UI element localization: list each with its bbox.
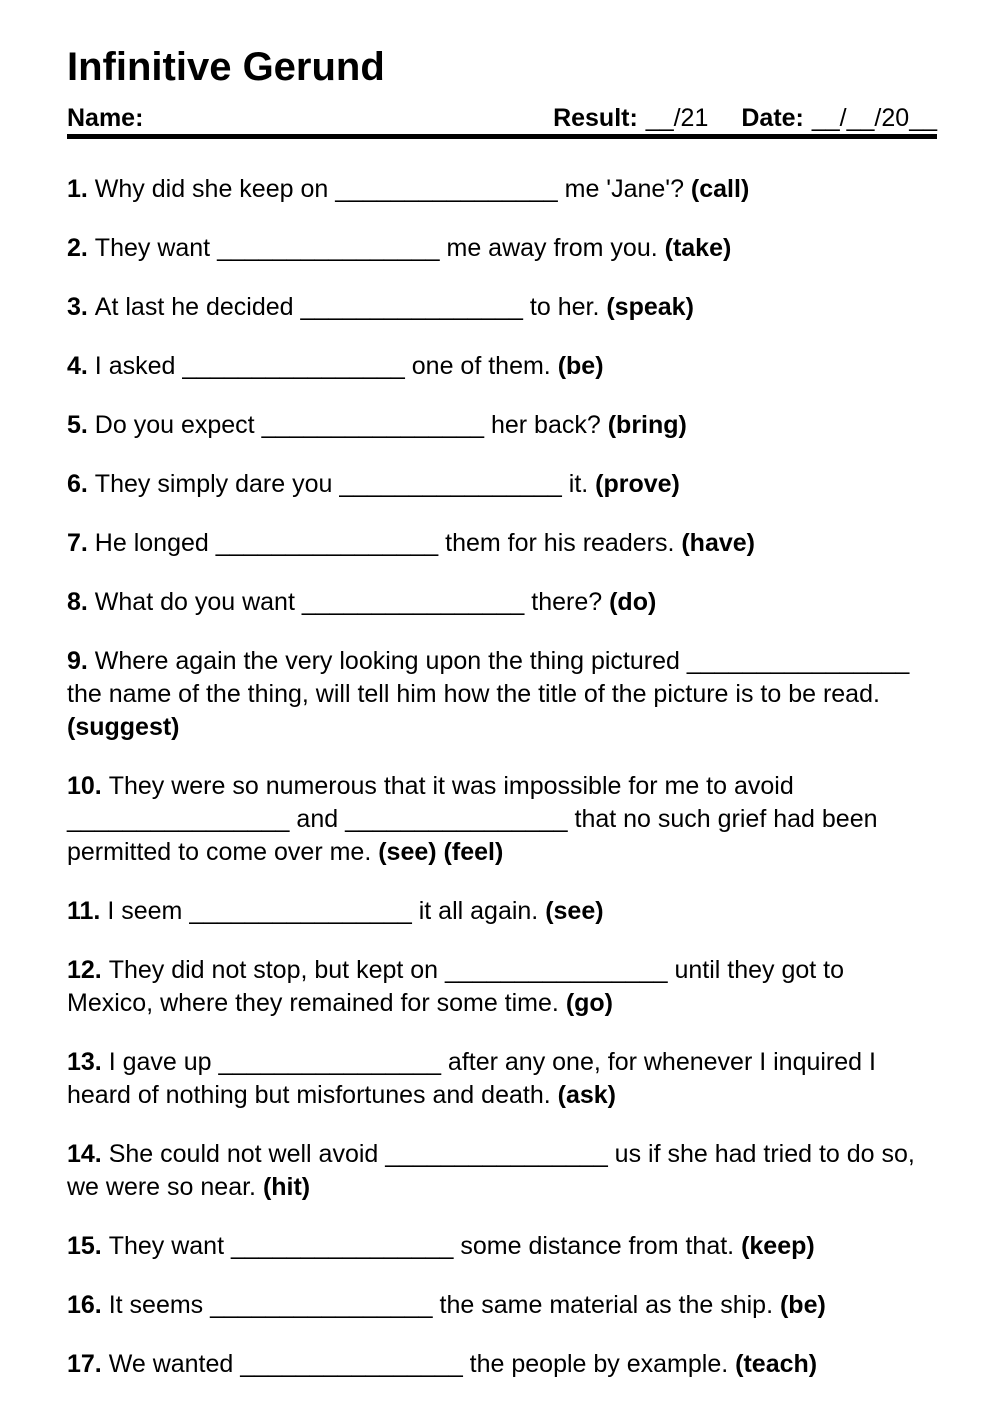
answer-blank: ________________ [67, 805, 290, 833]
question-item [67, 954, 937, 1020]
question-number: 7. [67, 529, 95, 557]
question-item [67, 173, 937, 206]
question-number: 4. [67, 352, 95, 380]
result-field [553, 106, 708, 130]
question-text: we were so near. [67, 1173, 263, 1201]
question-item [67, 1230, 937, 1263]
question-text: I seem [107, 897, 190, 925]
answer-blank: ________________ [210, 1291, 433, 1319]
question-text: the same material as the ship. [432, 1291, 780, 1319]
question-text: At last he decided [94, 293, 301, 321]
question-item [67, 586, 937, 619]
question-item [67, 232, 937, 265]
question-text: some distance from that. [453, 1232, 742, 1260]
question-text: permitted to come over me. [67, 838, 379, 866]
question-text: them for his readers. [438, 529, 682, 557]
verb-hint: (keep) [741, 1232, 815, 1260]
question-text: I gave up [108, 1048, 219, 1076]
question-text: heard of nothing but misfortunes and death. [67, 1081, 558, 1109]
question-text: it all again. [411, 897, 546, 925]
question-item [67, 350, 937, 383]
answer-blank: ________________ [335, 175, 558, 203]
question-item [67, 645, 937, 744]
answer-blank: ________________ [182, 352, 405, 380]
name-label: Name: [67, 104, 144, 132]
verb-hint: (ask) [557, 1081, 616, 1109]
question-text: He longed [94, 529, 216, 557]
answer-blank: ________________ [217, 234, 440, 262]
question-text: What do you want [94, 588, 302, 616]
answer-blank: ________________ [189, 897, 412, 925]
answer-blank: ________________ [686, 647, 910, 675]
question-item [67, 1046, 937, 1112]
answer-blank: ________________ [345, 805, 568, 833]
question-item [67, 527, 937, 560]
question-number: 6. [67, 470, 95, 498]
question-text: there? [524, 588, 610, 616]
question-text: Do you expect [94, 411, 262, 439]
header-meta-row [67, 106, 937, 139]
date-field [741, 106, 937, 130]
question-text: They did not stop, but kept on [108, 956, 446, 984]
verb-hint: (be) [557, 352, 604, 380]
answer-blank: ________________ [339, 470, 562, 498]
verb-hint: (call) [690, 175, 750, 203]
verb-hint: (see) (feel) [378, 838, 504, 866]
verb-hint: (have) [681, 529, 755, 557]
question-number: 16. [67, 1291, 109, 1319]
verb-hint: (prove) [595, 470, 680, 498]
question-text: I asked [94, 352, 183, 380]
result-value: __/21 [645, 104, 709, 132]
question-item [67, 895, 937, 928]
question-text: the people by example. [462, 1350, 736, 1378]
question-text: me 'Jane'? [557, 175, 691, 203]
answer-blank: ________________ [261, 411, 485, 439]
question-number: 11. [67, 897, 108, 925]
date-value: __/__/20__ [811, 104, 937, 132]
question-text: It seems [108, 1291, 211, 1319]
question-number: 9. [67, 647, 95, 675]
question-item [67, 770, 937, 869]
question-text: They want [108, 1232, 231, 1260]
question-text: They simply dare you [94, 470, 340, 498]
question-number: 5. [67, 411, 95, 439]
question-number: 8. [67, 588, 95, 616]
question-number: 2. [67, 234, 95, 262]
question-text: They were so numerous that it was impossible for me to avoid [108, 772, 794, 800]
verb-hint: (bring) [607, 411, 687, 439]
answer-blank: ________________ [240, 1350, 463, 1378]
verb-hint: (do) [609, 588, 657, 616]
question-number: 13. [67, 1048, 109, 1076]
question-text: one of them. [404, 352, 558, 380]
question-text: me away from you. [439, 234, 665, 262]
verb-hint: (suggest) [67, 713, 180, 741]
question-text: that no such grief had been [567, 805, 878, 833]
question-number: 10. [67, 772, 109, 800]
verb-hint: (take) [664, 234, 732, 262]
question-text: They want [94, 234, 218, 262]
question-item [67, 291, 937, 324]
name-field-label [67, 106, 553, 130]
verb-hint: (go) [565, 989, 614, 1017]
question-text: Why did she keep on [94, 175, 336, 203]
question-list [67, 173, 937, 1381]
question-text: to her. [522, 293, 607, 321]
question-text: Mexico, where they remained for some time. [67, 989, 566, 1017]
answer-blank: ________________ [230, 1232, 454, 1260]
question-number: 12. [67, 956, 109, 984]
verb-hint: (speak) [606, 293, 694, 321]
question-item [67, 409, 937, 442]
question-number: 3. [67, 293, 95, 321]
question-item [67, 1289, 937, 1322]
verb-hint: (hit) [262, 1173, 311, 1201]
question-item [67, 1348, 937, 1381]
answer-blank: ________________ [300, 293, 523, 321]
question-text: and [289, 805, 346, 833]
page-title: Infinitive Gerund [67, 45, 385, 89]
question-text: us if she had tried to do so, [607, 1140, 915, 1168]
question-number: 1. [67, 175, 95, 203]
result-label: Result: [553, 104, 638, 132]
question-item [67, 468, 937, 501]
answer-blank: ________________ [301, 588, 525, 616]
question-text: We wanted [108, 1350, 241, 1378]
answer-blank: ________________ [215, 529, 439, 557]
question-text: after any one, for whenever I inquired I [440, 1048, 876, 1076]
question-text: her back? [484, 411, 608, 439]
question-text: the name of the thing, will tell him how the title of the picture is to be read. [67, 680, 880, 708]
verb-hint: (see) [545, 897, 604, 925]
question-number: 15. [67, 1232, 109, 1260]
question-number: 17. [67, 1350, 109, 1378]
answer-blank: ________________ [218, 1048, 441, 1076]
date-label: Date: [741, 104, 804, 132]
question-text: until they got to [667, 956, 845, 984]
question-item [67, 1138, 937, 1204]
answer-blank: ________________ [445, 956, 668, 984]
question-text: She could not well avoid [108, 1140, 386, 1168]
answer-blank: ________________ [385, 1140, 608, 1168]
question-text: Where again the very looking upon the thing pictured [94, 647, 687, 675]
question-number: 14. [67, 1140, 109, 1168]
verb-hint: (teach) [735, 1350, 818, 1378]
verb-hint: (be) [779, 1291, 826, 1319]
question-text: it. [561, 470, 596, 498]
